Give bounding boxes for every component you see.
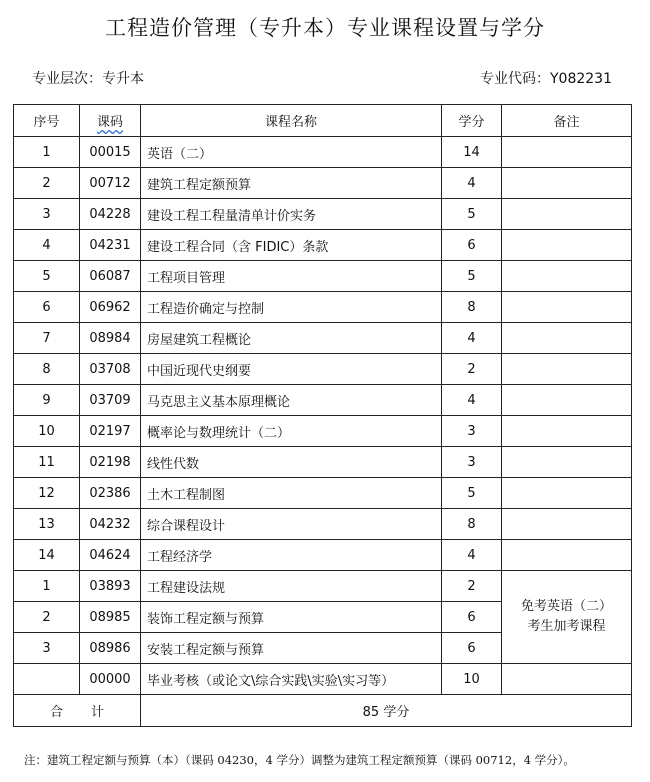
major-code: 专业代码：Y082231	[480, 71, 612, 87]
total-label: 合计	[14, 695, 141, 727]
table-row: 7 08984 房屋建筑工程概论 4	[14, 323, 632, 354]
table-row: 13 04232 综合课程设计 8	[14, 509, 632, 540]
table-row: 2 00712 建筑工程定额预算 4	[14, 168, 632, 199]
table-row: 3 04228 建设工程工程量清单计价实务 5	[14, 199, 632, 230]
table-row-extra: 3 08986 安装工程定额与预算 6	[14, 633, 632, 664]
table-row: 5 06087 工程项目管理 5	[14, 261, 632, 292]
page-title: 工程造价管理（专升本）专业课程设置与学分	[105, 16, 545, 40]
major-level: 专业层次：专升本	[32, 71, 144, 87]
table-row: 9 03709 马克思主义基本原理概论 4	[14, 385, 632, 416]
table-row: 6 06962 工程造价确定与控制 8	[14, 292, 632, 323]
header-note: 备注	[502, 105, 632, 137]
header-name: 课程名称	[141, 105, 442, 137]
table-row: 11 02198 线性代数 3	[14, 447, 632, 478]
extra-courses-note: 免考英语（二） 考生加考课程	[502, 571, 632, 664]
table-row-thesis: 00000 毕业考核（或论文\综合实践\实验\实习等） 10	[14, 664, 632, 695]
total-value: 85 学分	[141, 695, 632, 727]
header-seq: 序号	[14, 105, 80, 137]
table-row: 12 02386 土木工程制图 5	[14, 478, 632, 509]
table-row: 4 04231 建设工程合同（含 FIDIC）条款 6	[14, 230, 632, 261]
footnote: 注：建筑工程定额与预算（本）（课码 04230，4 学分）调整为建筑工程定额预算（课码 00712，4 学分）。	[24, 753, 575, 767]
header-credit: 学分	[442, 105, 502, 137]
table-row: 10 02197 概率论与数理统计（二） 3	[14, 416, 632, 447]
header-code: 课码	[80, 105, 141, 137]
table-row: 14 04624 工程经济学 4	[14, 540, 632, 571]
table-row-extra: 1 03893 工程建设法规 2 免考英语（二） 考生加考课程	[14, 571, 632, 602]
table-row-extra: 2 08985 装饰工程定额与预算 6	[14, 602, 632, 633]
table-header-row	[14, 105, 632, 137]
table-row: 8 03708 中国近现代史纲要 2	[14, 354, 632, 385]
table-row-total	[14, 695, 632, 727]
table-row: 1 00015 英语（二） 14	[14, 137, 632, 168]
course-table	[13, 104, 632, 727]
